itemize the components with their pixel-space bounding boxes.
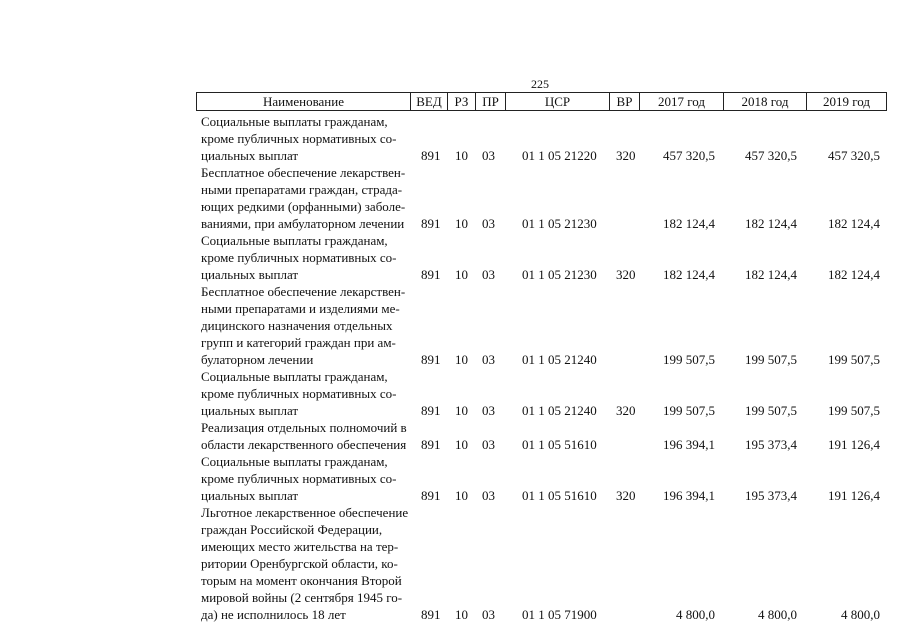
header-2018: 2018 год <box>724 93 807 110</box>
table-row <box>196 453 885 504</box>
cell-csr: 01 1 05 51610 <box>522 437 597 452</box>
row-name-line: имеющих место жительства на тер- <box>201 539 399 554</box>
row-name-line: ритории Оренбургской области, ко- <box>201 556 398 571</box>
header-pr: ПР <box>476 93 506 110</box>
table-row <box>196 283 885 368</box>
header-2017: 2017 год <box>640 93 724 110</box>
row-name <box>201 504 411 623</box>
row-name-line: дицинского назначения отдельных <box>201 318 393 333</box>
cell-vr: 320 <box>616 403 636 418</box>
cell-pr: 03 <box>482 437 495 452</box>
cell-y1: 457 320,5 <box>663 148 715 163</box>
cell-ved: 891 <box>421 148 441 163</box>
cell-y3: 457 320,5 <box>828 148 880 163</box>
row-name-line: Социальные выплаты гражданам, <box>201 369 388 384</box>
cell-vr: 320 <box>616 267 636 282</box>
cell-vr: 320 <box>616 148 636 163</box>
cell-y2: 182 124,4 <box>745 267 797 282</box>
cell-pr: 03 <box>482 403 495 418</box>
cell-csr: 01 1 05 21220 <box>522 148 597 163</box>
cell-y3: 191 126,4 <box>828 488 880 503</box>
cell-y3: 182 124,4 <box>828 267 880 282</box>
cell-pr: 03 <box>482 148 495 163</box>
row-name-line: кроме публичных нормативных со- <box>201 131 397 146</box>
cell-pr: 03 <box>482 488 495 503</box>
row-name-line: циальных выплат <box>201 267 299 282</box>
row-name <box>201 283 411 368</box>
row-name-line: да) не исполнилось 18 лет <box>201 607 346 622</box>
cell-y3: 4 800,0 <box>841 607 880 622</box>
cell-y1: 182 124,4 <box>663 267 715 282</box>
cell-y3: 199 507,5 <box>828 403 880 418</box>
cell-pr: 03 <box>482 267 495 282</box>
cell-vr: 320 <box>616 488 636 503</box>
cell-ved: 891 <box>421 607 441 622</box>
row-name <box>201 453 411 504</box>
page-number: 225 <box>531 77 549 91</box>
row-name-line: Социальные выплаты гражданам, <box>201 233 388 248</box>
cell-pr: 03 <box>482 352 495 367</box>
row-name-line: Социальные выплаты гражданам, <box>201 114 388 129</box>
cell-ved: 891 <box>421 403 441 418</box>
table-row <box>196 368 885 419</box>
row-name-line: ными препаратами и изделиями ме- <box>201 301 400 316</box>
row-name <box>201 164 411 232</box>
row-name-line: ными препаратами граждан, страда- <box>201 182 403 197</box>
row-name-line: кроме публичных нормативных со- <box>201 250 397 265</box>
row-name-line: кроме публичных нормативных со- <box>201 386 397 401</box>
table-row <box>196 164 885 232</box>
cell-rz: 10 <box>455 607 468 622</box>
cell-csr: 01 1 05 21240 <box>522 403 597 418</box>
header-ved: ВЕД <box>411 93 448 110</box>
row-name <box>201 232 411 283</box>
header-vr: ВР <box>610 93 640 110</box>
cell-y1: 199 507,5 <box>663 403 715 418</box>
cell-csr: 01 1 05 21230 <box>522 267 597 282</box>
cell-y2: 457 320,5 <box>745 148 797 163</box>
header-2019: 2019 год <box>823 94 870 109</box>
cell-y1: 199 507,5 <box>663 352 715 367</box>
cell-ved: 891 <box>421 352 441 367</box>
cell-y1: 182 124,4 <box>663 216 715 231</box>
row-name-line: Бесплатное обеспечение лекарствен- <box>201 284 406 299</box>
row-name-line: Социальные выплаты гражданам, <box>201 454 388 469</box>
cell-pr: 03 <box>482 216 495 231</box>
row-name-line: торым на момент окончания Второй <box>201 573 402 588</box>
cell-y2: 195 373,4 <box>745 437 797 452</box>
row-name <box>201 419 411 453</box>
cell-y3: 191 126,4 <box>828 437 880 452</box>
cell-y2: 182 124,4 <box>745 216 797 231</box>
cell-rz: 10 <box>455 488 468 503</box>
cell-rz: 10 <box>455 437 468 452</box>
cell-y3: 182 124,4 <box>828 216 880 231</box>
row-name-line: Бесплатное обеспечение лекарствен- <box>201 165 406 180</box>
cell-csr: 01 1 05 71900 <box>522 607 597 622</box>
row-name <box>201 113 411 164</box>
row-name-line: циальных выплат <box>201 148 299 163</box>
cell-y2: 199 507,5 <box>745 403 797 418</box>
header-csr: ЦСР <box>506 93 610 110</box>
row-name-line: области лекарственного обеспечения <box>201 437 407 452</box>
cell-csr: 01 1 05 21240 <box>522 352 597 367</box>
row-name-line: Льготное лекарственное обеспечение <box>201 505 409 520</box>
cell-ved: 891 <box>421 488 441 503</box>
cell-y2: 199 507,5 <box>745 352 797 367</box>
header-rz: РЗ <box>448 93 476 110</box>
table-row <box>196 232 885 283</box>
row-name-line: циальных выплат <box>201 488 299 503</box>
cell-ved: 891 <box>421 216 441 231</box>
cell-csr: 01 1 05 51610 <box>522 488 597 503</box>
row-name-line: булаторном лечении <box>201 352 314 367</box>
row-name-line: мировой войны (2 сентября 1945 го- <box>201 590 403 605</box>
row-name-line: граждан Российской Федерации, <box>201 522 383 537</box>
cell-y1: 196 394,1 <box>663 488 715 503</box>
header-name: Наименование <box>197 93 411 110</box>
cell-y2: 4 800,0 <box>758 607 797 622</box>
cell-rz: 10 <box>455 216 468 231</box>
cell-y2: 195 373,4 <box>745 488 797 503</box>
row-name-line: ющих редкими (орфанными) заболе- <box>201 199 406 214</box>
row-name-line: кроме публичных нормативных со- <box>201 471 397 486</box>
row-name-line: групп и категорий граждан при ам- <box>201 335 396 350</box>
cell-pr: 03 <box>482 607 495 622</box>
table-row <box>196 113 885 164</box>
row-name-line: Реализация отдельных полномочий в <box>201 420 407 435</box>
cell-y1: 196 394,1 <box>663 437 715 452</box>
table-row <box>196 504 885 623</box>
table-row <box>196 419 885 453</box>
cell-rz: 10 <box>455 352 468 367</box>
cell-y3: 199 507,5 <box>828 352 880 367</box>
cell-y1: 4 800,0 <box>676 607 715 622</box>
cell-rz: 10 <box>455 403 468 418</box>
cell-ved: 891 <box>421 437 441 452</box>
cell-csr: 01 1 05 21230 <box>522 216 597 231</box>
row-name-line: циальных выплат <box>201 403 299 418</box>
row-name-line: ваниями, при амбулаторном лечении <box>201 216 405 231</box>
cell-ved: 891 <box>421 267 441 282</box>
cell-rz: 10 <box>455 148 468 163</box>
cell-rz: 10 <box>455 267 468 282</box>
row-name <box>201 368 411 419</box>
table-header <box>196 92 887 111</box>
